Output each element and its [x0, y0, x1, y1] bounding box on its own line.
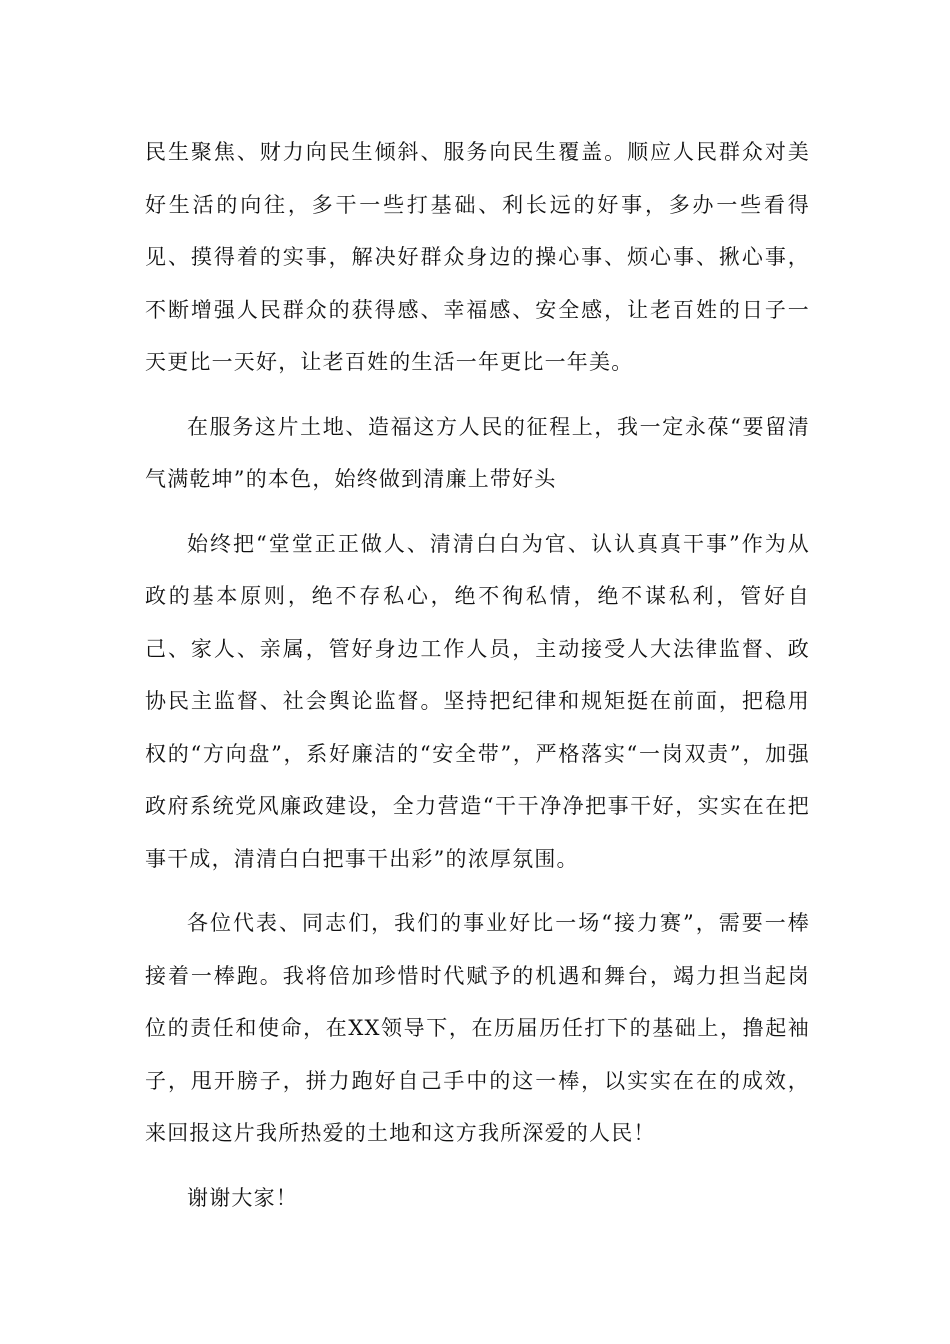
paragraph-section-heading: 在服务这片土地、造福这方人民的征程上，我一定永葆“要留清气满乾坤”的本色，始终做到清廉上带好头 — [145, 414, 810, 491]
paragraph-thanks: 谢谢大家！ — [187, 1185, 298, 1210]
paragraph-continuation: 民生聚焦、财力向民生倾斜、服务向民生覆盖。顺应人民群众对美好生活的向往，多干一些打基础、利长远的好事，多办一些看得见、摸得着的实事，解决好群众身边的操心事、烦心事、揪心事，不断增强人民群众的获得感、幸福感、安全感，让老百姓的日子一天更比一天好，让老百姓的生活一年更比一年美。 — [145, 140, 810, 374]
paragraph-integrity: 始终把“堂堂正正做人、清清白白为官、认认真真干事”作为从政的基本原则，绝不存私心，绝不徇私情，绝不谋私利，管好自己、家人、亲属，管好身边工作人员，主动接受人大法律监督、政协民主监督、社会舆论监督。坚持把纪律和规矩挺在前面，把稳用权的“方向盘”，系好廉洁的“安全带”，严格落实“一岗双责”，加强政府系统党风廉政建设，全力营造“干干净净把事干好，实实在在把事干成，清清白白把事干出彩”的浓厚氛围。 — [145, 531, 810, 871]
paragraph-relay: 各位代表、同志们，我们的事业好比一场“接力赛”，需要一棒接着一棒跑。我将倍加珍惜时代赋予的机遇和舞台，竭力担当起岗位的责任和使命，在XX领导下，在历届历任打下的基础上，撸起袖子，甩开膀子，拼力跑好自己手中的这一棒，以实实在在的成效，来回报这片我所热爱的土地和这方我所深爱的人民！ — [145, 911, 810, 1145]
document-body — [145, 126, 810, 1224]
